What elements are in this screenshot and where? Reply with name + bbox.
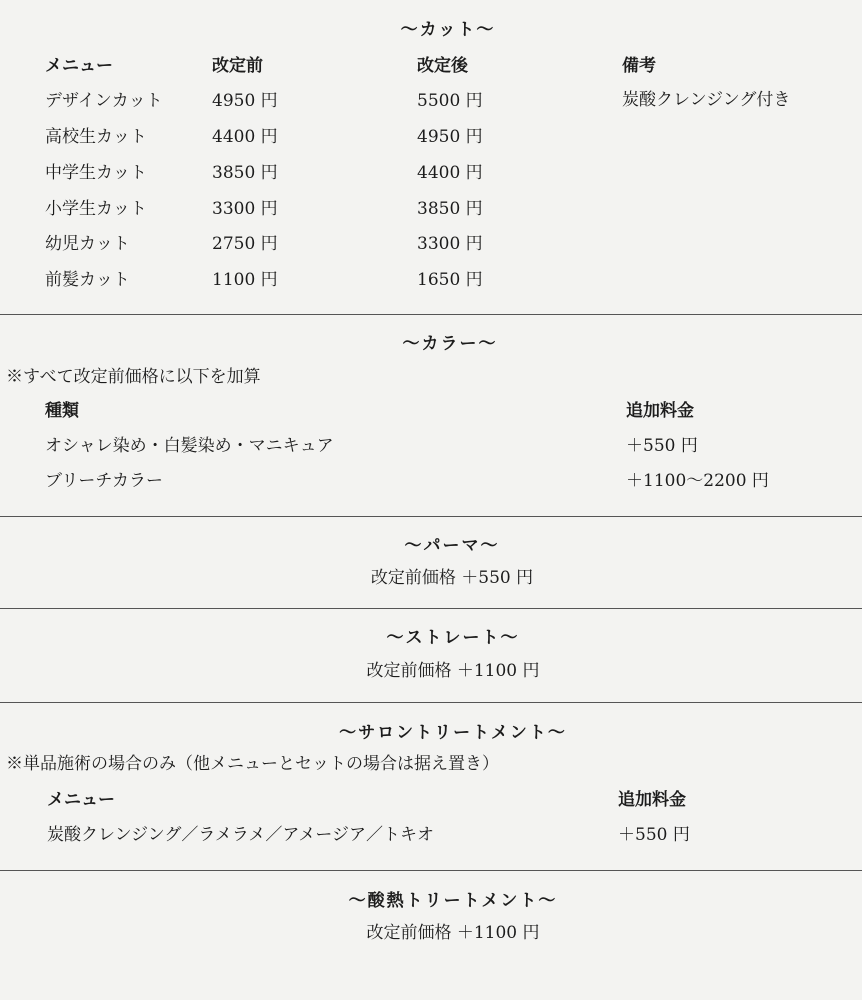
cut-row-after: 1650 円 [417, 270, 483, 290]
cut-header-before: 改定前 [212, 56, 263, 76]
cut-header-menu: メニュー [45, 56, 113, 76]
cut-row-note: 炭酸クレンジング付き [622, 90, 791, 110]
cut-row-after: 4950 円 [417, 127, 483, 147]
cut-row-after: 3850 円 [417, 199, 483, 219]
salon-treatment-header-fee: 追加料金 [618, 790, 686, 810]
salon-treatment-row-fee: ＋550 円 [618, 825, 690, 845]
straight-price: 改定前価格 ＋1100 円 [366, 661, 540, 681]
cut-section-title: 〜カット〜 [400, 20, 496, 40]
cut-row-after: 4400 円 [417, 163, 483, 183]
cut-row-before: 2750 円 [212, 234, 278, 254]
cut-row-after: 3300 円 [417, 234, 483, 254]
salon-treatment-header-menu: メニュー [47, 790, 115, 810]
cut-row-name: 前髪カット [45, 270, 130, 290]
cut-header-note: 備考 [622, 56, 656, 76]
color-note: ※すべて改定前価格に以下を加算 [6, 367, 261, 387]
section-divider [0, 702, 862, 703]
perm-price: 改定前価格 ＋550 円 [370, 568, 534, 588]
cut-row-before: 3850 円 [212, 163, 278, 183]
color-section-title: 〜カラー〜 [402, 334, 498, 354]
section-divider [0, 608, 862, 609]
cut-row-name: 幼児カット [45, 234, 130, 254]
color-row-name: オシャレ染め・白髪染め・マニキュア [45, 436, 334, 456]
straight-section-title: 〜ストレート〜 [386, 628, 520, 648]
color-row-fee: ＋1100〜2200 円 [626, 471, 769, 491]
cut-row-name: デザインカット [45, 91, 163, 111]
section-divider [0, 314, 862, 315]
section-divider [0, 870, 862, 871]
cut-row-before: 3300 円 [212, 199, 278, 219]
cut-row-before: 4400 円 [212, 127, 278, 147]
cut-row-name: 高校生カット [45, 127, 147, 147]
cut-row-name: 中学生カット [45, 163, 147, 183]
cut-row-name: 小学生カット [45, 199, 147, 219]
section-divider [0, 516, 862, 517]
cut-row-before: 4950 円 [212, 91, 278, 111]
cut-header-after: 改定後 [417, 56, 468, 76]
salon-treatment-section-title: 〜サロントリートメント〜 [339, 723, 567, 743]
color-row-fee: ＋550 円 [626, 436, 698, 456]
acid-treatment-section-title: 〜酸熱トリートメント〜 [348, 891, 558, 911]
salon-treatment-row-name: 炭酸クレンジング／ラメラメ／アメージア／トキオ [47, 825, 435, 845]
perm-section-title: 〜パーマ〜 [404, 536, 500, 556]
color-header-fee: 追加料金 [626, 401, 694, 421]
salon-treatment-note: ※単品施術の場合のみ（他メニューとセットの場合は据え置き） [6, 754, 499, 774]
color-row-name: ブリーチカラー [45, 471, 163, 491]
color-header-type: 種類 [45, 401, 79, 421]
acid-treatment-price: 改定前価格 ＋1100 円 [366, 923, 540, 943]
cut-row-after: 5500 円 [417, 91, 483, 111]
cut-row-before: 1100 円 [212, 270, 278, 290]
